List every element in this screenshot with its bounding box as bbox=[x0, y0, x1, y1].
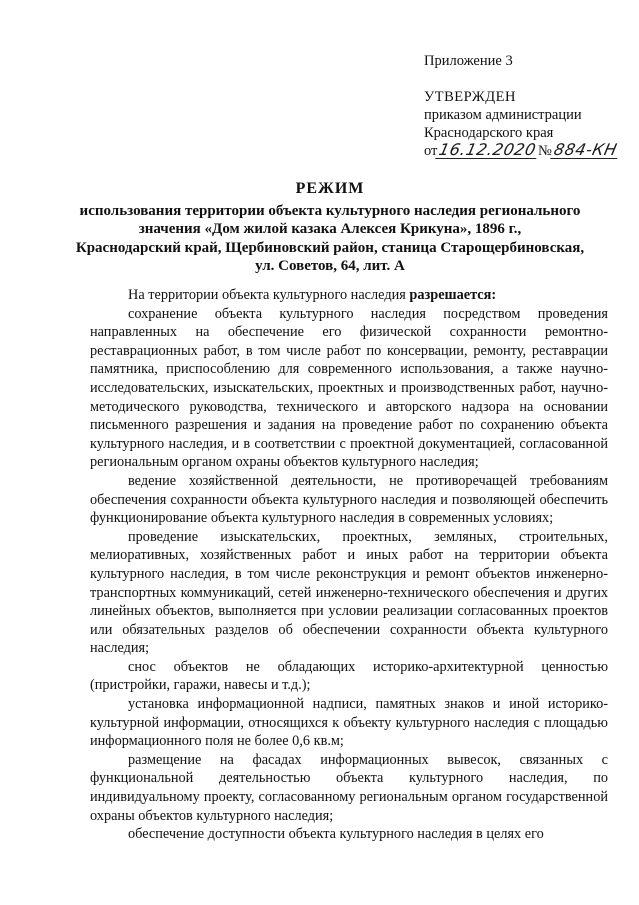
appendix-label: Приложение 3 bbox=[424, 53, 513, 69]
title-line-4: ул. Советов, 64, лит. А bbox=[255, 258, 405, 274]
approved-heading: УТВЕРЖДЕН bbox=[424, 89, 516, 105]
date-prefix: от bbox=[424, 143, 438, 159]
title-line-1: использования территории объекта культурного наследия регионального bbox=[79, 202, 581, 219]
number-prefix: № bbox=[538, 143, 552, 159]
document-title-block bbox=[70, 180, 590, 276]
paragraph-facade-signs: размещение на фасадах информационных вывесок, связанных с функциональной деятельностью объекта культурного наследия, по индивидуальному проекту, согласованному региональным органом государственной охраны объектов культурного наследия; bbox=[90, 751, 608, 824]
paragraph-preservation: сохранение объекта культурного наследия посредством проведения направленных на обеспечение его физической сохранности ремонтно-реставрационных работ, в том числе работ по консервации, ремонту, реставрации памятника, приспособлению для современного использования, а также научно-исследовательских, изыскательских, проектных и производственных работ, научно-методического руководства, технического и авторского надзора на основании письменного разрешения и задания на проведение работ по сохранению объекта культурного наследия, и в соответствии с проектной документацией, согласованной региональным органом охраны объектов культурного наследия; bbox=[90, 305, 608, 471]
paragraph-economic-activity: ведение хозяйственной деятельности, не противоречащей требованиям обеспечения сохранности объекта культурного наследия и позволяющей обеспечить функционирование объекта культурного наследия в современных условиях; bbox=[90, 472, 608, 527]
handwritten-date: 16.12.2020 bbox=[437, 140, 539, 159]
title-line-3: Краснодарский край, Щербиновский район, станица Старощербиновская, bbox=[75, 239, 585, 256]
intro-paragraph bbox=[90, 286, 608, 305]
paragraph-works: проведение изыскательских, проектных, земляных, строительных, мелиоративных, хозяйственных работ и иных работ на территории объекта культурного наследия, в том числе реконструкция и ремонт объектов инженерно-транспортных коммуникаций, сетей инженерно-технического обеспечения и других линейных объектов, выполняется при условии реализации согласованных проектов или обязательных разделов об обеспечении сохранности объекта культурного наследия; bbox=[90, 528, 608, 657]
paragraph-signage-info: установка информационной надписи, памятных знаков и иной историко-культурной информации, относящихся к объекту культурного наследия с площадью информационного поля не более 0,6 кв.м; bbox=[90, 696, 608, 750]
paragraph-accessibility: обеспечение доступности объекта культурного наследия в целях его bbox=[128, 826, 544, 843]
handwritten-number: 884-КН bbox=[552, 140, 619, 159]
approval-line-2: Краснодарского края bbox=[424, 125, 554, 141]
title-line-2: значения «Дом жилой казака Алексея Крикуна», 1896 г., bbox=[138, 221, 522, 237]
document-title: РЕЖИМ bbox=[295, 180, 365, 197]
approval-date-number-line bbox=[424, 142, 624, 160]
approval-stamp-block bbox=[424, 52, 624, 160]
document-body bbox=[90, 286, 608, 844]
intro-emphasis: разрешается: bbox=[409, 287, 497, 303]
approval-line-1: приказом администрации bbox=[424, 107, 582, 123]
intro-text: На территории объекта культурного наследия bbox=[128, 287, 410, 303]
paragraph-demolition: снос объектов не обладающих историко-архитектурной ценностью (пристройки, гаражи, навесы и т.д.); bbox=[90, 658, 608, 694]
